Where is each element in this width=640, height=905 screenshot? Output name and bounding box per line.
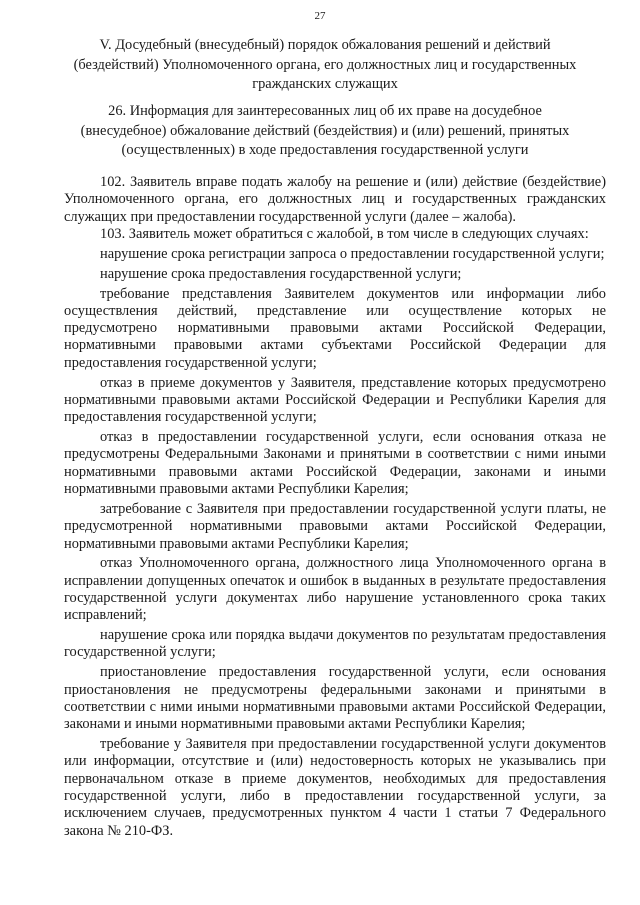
case-item: нарушение срока предоставления государственной услуги; [100,265,462,282]
paragraph-102: 102. Заявитель вправе подать жалобу на решение и (или) действие (бездействие) Уполномоченного органа, его должностных лиц и государственных гражданских служащих при предоставлении государственной услуги (далее – жалоба). [64,174,606,225]
subsection-title: 26. Информация для заинтересованных лиц об их праве на досудебное (внесудебное) обжалование действий (бездействия) и (или) решений, принятых (осуществленных) в ходе предоставления государственной услуги [80,103,570,159]
case-item: отказ в предоставлении государственной услуги, если основания отказа не предусмотрены Федеральными Законами и принятыми в соответствии с ними иными нормативными правовыми актами Российской Федерации, законами и иными нормативными правовыми актами Республики Карелия; [64,429,606,498]
case-item: требование представления Заявителем документов или информации либо осуществления действий, представление или осуществление которых не предусмотрено нормативными правовыми актами Российской Федерации, нормативными правовыми актами субъектами Российской Федерации для предоставления государственной услуги; [64,285,606,371]
paragraph-103: 103. Заявитель может обратиться с жалобой, в том числе в следующих случаях: [100,225,589,242]
case-item: отказ в приеме документов у Заявителя, представление которых предусмотрено нормативными правовыми актами Российской Федерации и Республики Карелия для предоставления государственной услуги; [64,374,606,426]
case-item: отказ Уполномоченного органа, должностного лица Уполномоченного органа в исправлении допущенных опечаток и ошибок в выданных в результате предоставления государственной услуги документах либо нарушение установленного срока таких исправлений; [64,555,606,624]
case-item: нарушение срока регистрации запроса о предоставлении государственной услуги; [100,245,605,262]
document-body [64,174,606,840]
case-item: нарушение срока или порядка выдачи документов по результатам предоставления государственной услуги; [64,627,606,661]
case-item: приостановление предоставления государственной услуги, если основания приостановления не предусмотрены федеральными законами и принятыми в соответствии с ними иными нормативными правовыми актами Российской Федерации, законами и иными нормативными правовыми актами Республики Карелия; [64,664,606,733]
page-number: 27 [314,10,326,22]
section-title: V. Досудебный (внесудебный) порядок обжалования решений и действий (бездействий) Уполномоченного органа, его должностных лиц и государственных гражданских служащих [73,37,577,93]
case-item: требование у Заявителя при предоставлении государственной услуги документов или информации, отсутствие и (или) недостоверность которых не указывались при первоначальном отказе в приеме документов, необходимых для предоставления государственной услуги, либо в предоставлении государственной услуги, за исключением случаев, предусмотренных пунктом 4 части 1 статьи 7 Федерального закона № 210-ФЗ. [64,736,606,839]
case-item: затребование с Заявителя при предоставлении государственной услуги платы, не предусмотренной нормативными правовыми актами Российской Федерации, нормативными правовыми актами Республики Карелия; [64,500,606,552]
